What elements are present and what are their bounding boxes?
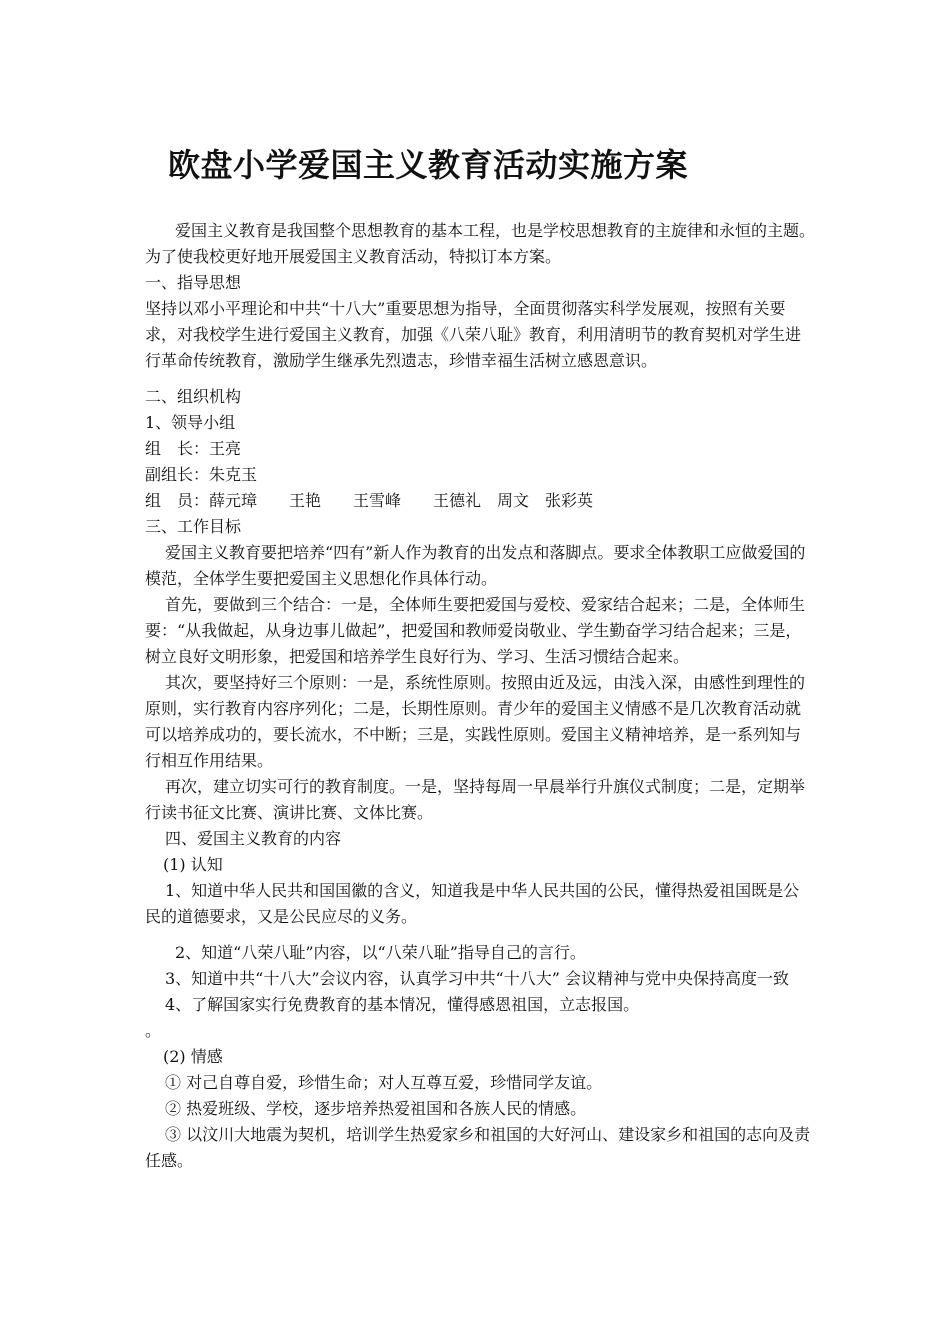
cognition-item-2: 2、知道“八荣八耻”内容，以“八荣八耻”指导自己的言行。 [175, 943, 586, 962]
section-heading-organization: 二、组织机构 [145, 387, 242, 406]
section-heading-work-goals: 三、工作目标 [145, 517, 242, 536]
leader-line: 组 长：王亮 [145, 439, 242, 458]
vice-leader-line: 副组长：朱克玉 [145, 465, 258, 484]
document-body [145, 218, 815, 1174]
work-goals-paragraph-1: 爱国主义教育要把培养“四有”新人作为教育的出发点和落脚点。要求全体教职工应做爱国的模范，全体学生要把爱国主义思想化作具体行动。 [145, 543, 806, 588]
members-line: 组 员：薛元璋 王艳 王雪峰 王德礼 周文 张彩英 [145, 491, 594, 510]
guiding-ideology-paragraph: 坚持以邓小平理论和中共“十八大”重要思想为指导，全面贯彻落实科学发展观，按照有关要求，对我校学生进行爱国主义教育，加强《八荣八耻》教育，利用清明节的教育契机对学生进行革命传统教育，激励学生继承先烈遗志，珍惜幸福生活树立感恩意识。 [145, 299, 802, 370]
subheading-cognition: (1) 认知 [163, 855, 223, 874]
cognition-item-4: 4、了解国家实行免费教育的基本情况，懂得感恩祖国，立志报国。 [165, 995, 640, 1014]
subheading-emotion: (2) 情感 [163, 1047, 223, 1066]
subheading-leadership-group: 1、领导小组 [145, 413, 236, 432]
work-goals-paragraph-4: 再次，建立切实可行的教育制度。一是，坚持每周一早晨举行升旗仪式制度；二是，定期举行读书征文比赛、演讲比赛、文体比赛。 [145, 777, 806, 822]
emotion-item-1: ① 对己自尊自爱，珍惜生命；对人互尊互爱，珍惜同学友谊。 [165, 1073, 603, 1092]
section-heading-content: 四、爱国主义教育的内容 [165, 829, 342, 848]
intro-paragraph: 爱国主义教育是我国整个思想教育的基本工程，也是学校思想教育的主旋律和永恒的主题。为了使我校更好地开展爱国主义教育活动，特拟订本方案。 [145, 221, 816, 266]
emotion-item-3: ③ 以汶川大地震为契机，培训学生热爱家乡和祖国的大好河山、建设家乡和祖国的志向及责任感。 [145, 1125, 811, 1170]
emotion-item-2: ② 热爱班级、学校，逐步培养热爱祖国和各族人民的情感。 [165, 1099, 587, 1118]
section-heading-guiding-ideology: 一、指导思想 [145, 273, 242, 292]
work-goals-paragraph-2: 首先，要做到三个结合：一是，全体师生要把爱国与爱校、爱家结合起来；二是，全体师生要：“从我做起，从身边事儿做起”，把爱国和教师爱岗敬业、学生勤奋学习结合起来；三是，树立良好文明形象，把爱国和培养学生良好行为、学习、生活习惯结合起来。 [145, 595, 806, 666]
cognition-item-1: 1、知道中华人民共和国国徽的含义，知道我是中华人民共国的公民，懂得热爱祖国既是公民的道德要求，又是公民应尽的义务。 [145, 881, 800, 926]
work-goals-paragraph-3: 其次，要坚持好三个原则：一是，系统性原则。按照由近及远，由浅入深，由感性到理性的原则，实行教育内容序列化；二是，长期性原则。青少年的爱国主义情感不是几次教育活动就可以培养成功的，要长流水，不中断；三是，实践性原则。爱国主义精神培养，是一系列知与行相互作用结果。 [145, 673, 806, 770]
document-title: 欧盘小学爱国主义教育活动实施方案 [168, 146, 689, 184]
stray-punctuation: 。 [145, 1021, 162, 1040]
cognition-item-3: 3、知道中共“十八大”会议内容，认真学习中共“十八大” 会议精神与党中央保持高度一致 [165, 969, 789, 988]
